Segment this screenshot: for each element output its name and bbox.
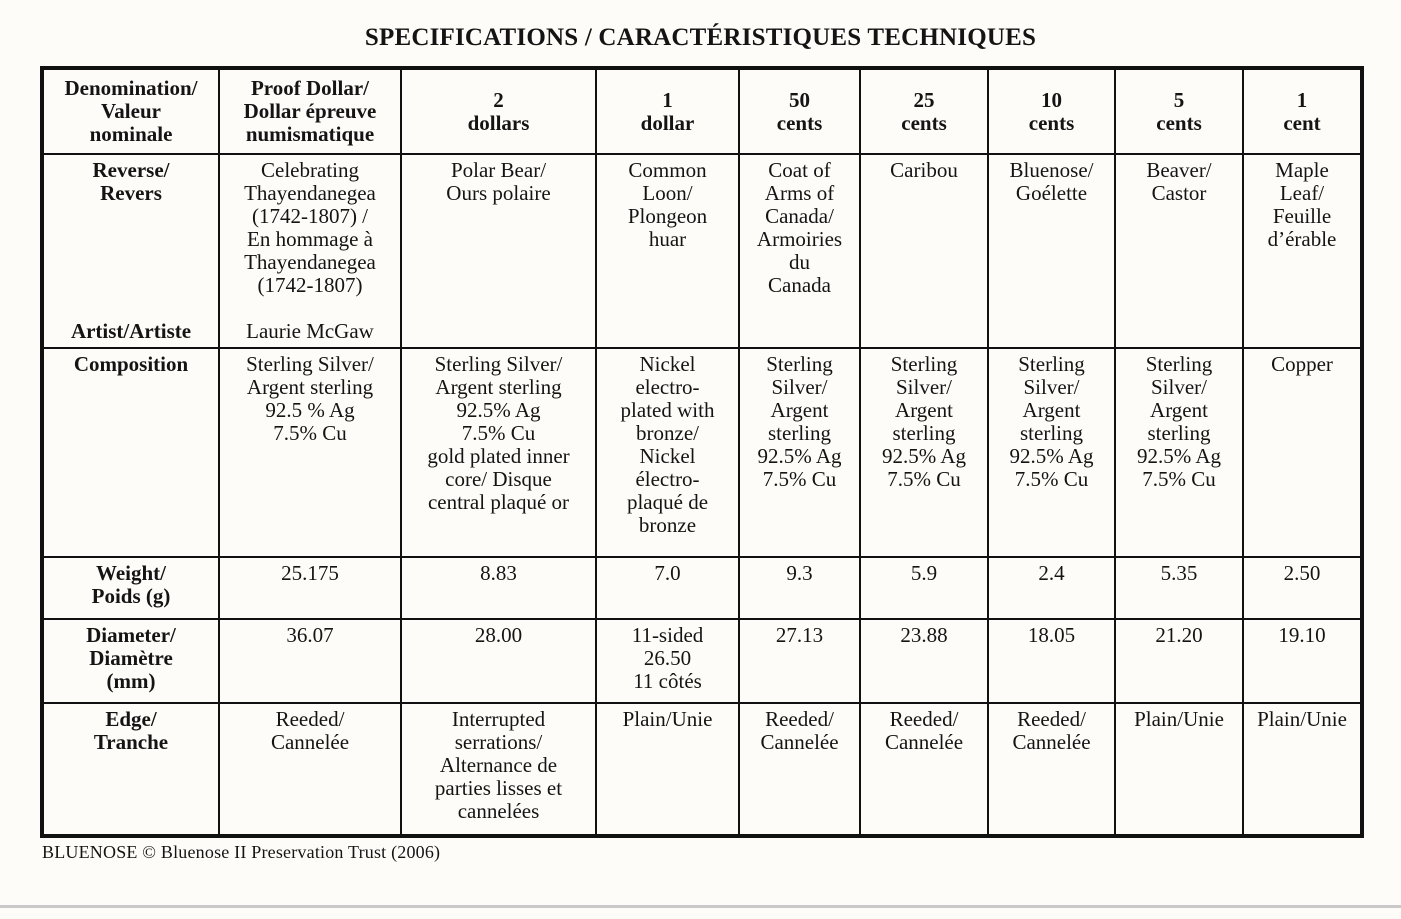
diameter-line: 11 côtés [633,669,702,693]
reverse-line: Armoiries [756,227,843,251]
denomination-line: numismatique [245,122,375,146]
denomination-line: dollars [467,110,530,135]
composition-line: Silver/ [1151,375,1207,399]
artist-row-header: Artist/Artiste [70,319,192,343]
reverse-cell [860,154,988,348]
composition-line: Sterling [1145,352,1213,376]
composition-cell [1115,348,1243,557]
denomination-line: 25 [913,87,935,112]
composition-line: sterling [768,421,831,445]
weight-head-line: Poids (g) [91,584,171,608]
reverse-cell [1115,154,1243,348]
composition-line: 7.5% Cu [461,421,536,445]
diameter-cell [1115,619,1243,703]
card-edge-divider [0,905,1401,908]
reverse-line: Canada [768,273,831,297]
edge-cell [988,703,1115,836]
denomination-line: cents [901,110,947,135]
reverse-line: Thayendanegea [244,250,376,274]
edge-cell [860,703,988,836]
denomination-head-line: nominale [89,122,173,146]
edge-line: serrations/ [454,730,543,754]
reverse-line: Coat of [768,158,831,182]
composition-line: 7.5% Cu [887,467,961,491]
specifications-table [40,66,1364,838]
edge-cell [1115,703,1243,836]
edge-line: Cannelée [884,730,964,754]
edge-line: Reeded/ [889,707,959,731]
denomination-line: 50 [789,87,810,112]
diameter-cell [401,619,596,703]
reverse-cell [219,154,401,348]
composition-line: Argent [1150,398,1208,422]
diameter-line: 26.50 [643,646,692,670]
denomination-head-line: Valeur [101,99,161,123]
weight-cell: 9.3 [739,557,860,619]
composition-line: Silver/ [771,375,828,399]
edge-head-line: Edge/ [105,707,157,731]
diameter-cell [739,619,860,703]
reverse-cell [401,154,596,348]
diameter-line: 11-sided [631,623,704,647]
composition-line: Sterling Silver/ [246,352,374,376]
reverse-cell [1243,154,1362,348]
denomination-head-line: Denomination/ [64,76,198,100]
reverse-line: Loon/ [642,181,693,205]
reverse-cell [988,154,1115,348]
edge-line: Reeded/ [765,707,834,731]
diameter-cell [988,619,1115,703]
denomination-line: 5 [1173,87,1185,112]
composition-cell [1243,348,1362,557]
diameter-cell [1243,619,1362,703]
diameter-cell [860,619,988,703]
denomination-cell [1115,68,1243,154]
composition-line: sterling [1147,421,1211,445]
reverse-head-line: Revers [100,181,162,205]
reverse-line: (1742-1807) / [251,204,369,228]
diameter-cell [219,619,401,703]
copyright-footer: BLUENOSE © Bluenose II Preservation Trust (2006) [42,842,441,862]
artist-name: Laurie McGaw [246,319,374,343]
composition-line: Nickel [639,444,696,468]
reverse-head-line: Reverse/ [92,158,170,182]
composition-line: Sterling [1018,352,1085,376]
weight-cell: 5.9 [860,557,988,619]
reverse-line: Beaver/ [1146,158,1212,182]
diameter-head-line: Diameter/ [86,623,176,647]
composition-line: Nickel [639,352,696,376]
composition-line: 7.5% Cu [273,421,347,445]
reverse-line: Common [628,158,707,182]
edge-line: Cannelée [760,730,839,754]
page-title: SPECIFICATIONS / CARACTÉRISTIQUES TECHNIQUES [364,24,1037,51]
denomination-cell [401,68,596,154]
reverse-row [42,154,1362,348]
composition-line: 92.5 % Ag [265,398,355,422]
diameter-line: 23.88 [900,623,948,647]
denomination-line: dollar [640,110,695,135]
reverse-row-header [42,154,219,348]
denomination-line: 1 [1296,87,1308,112]
composition-line: 92.5% Ag [1009,444,1094,468]
denomination-cell [739,68,860,154]
diameter-line: 28.00 [474,623,523,647]
diameter-line: 21.20 [1155,623,1203,647]
composition-line: sterling [1020,421,1083,445]
composition-line: Argent [1022,398,1081,422]
weight-cell: 7.0 [596,557,739,619]
composition-line: Argent sterling [246,375,374,399]
denomination-row [42,68,1362,154]
edge-line: Plain/Unie [622,707,713,731]
diameter-line: 36.07 [286,623,334,647]
composition-line: 92.5% Ag [757,444,842,468]
composition-line: Silver/ [896,375,952,399]
reverse-line: Canada/ [765,204,834,228]
composition-line: Argent [770,398,829,422]
reverse-line: (1742-1807) [257,273,363,297]
composition-line: 7.5% Cu [1142,467,1216,491]
edge-line: Cannelée [1012,730,1091,754]
composition-cell [596,348,739,557]
reverse-line: Feuille [1272,204,1332,228]
denomination-line: cent [1283,110,1321,135]
weight-cell: 8.83 [401,557,596,619]
denomination-cell [219,68,401,154]
diameter-head-line: Diamètre [89,646,173,670]
weight-row [42,557,1362,619]
composition-line: Argent [895,398,953,422]
denomination-row-header [42,68,219,154]
denomination-line: 2 [493,87,504,112]
denomination-line: Proof Dollar/ [250,76,369,100]
edge-cell [401,703,596,836]
weight-row-header [42,557,219,619]
reverse-cell [739,154,860,348]
reverse-line: Arms of [764,181,835,205]
composition-line: electro- [635,375,700,399]
reverse-line: Plongeon [627,204,708,228]
denomination-cell [988,68,1115,154]
diameter-cell [596,619,739,703]
edge-line: Reeded/ [1017,707,1086,731]
edge-head-line: Tranche [93,730,169,754]
composition-line: core/ Disque [445,467,552,491]
composition-cell [219,348,401,557]
reverse-line: Maple [1275,158,1329,182]
edge-line: parties lisses et [434,776,563,800]
denomination-line: 10 [1041,87,1062,112]
weight-cell: 2.4 [988,557,1115,619]
composition-line: 7.5% Cu [1014,467,1089,491]
reverse-line: Caribou [890,158,958,182]
diameter-line: 27.13 [775,623,824,647]
composition-line: central plaqué or [427,490,570,514]
composition-cell [739,348,860,557]
composition-line: 92.5% Ag [456,398,541,422]
reverse-line: Polar Bear/ [450,158,547,182]
reverse-line: du [789,250,810,274]
reverse-cell [596,154,739,348]
composition-line: Argent sterling [435,375,562,399]
reverse-line: Celebrating [261,158,359,182]
edge-line: Plain/Unie [1134,707,1224,731]
diameter-line: 18.05 [1027,623,1076,647]
edge-row-header [42,703,219,836]
reverse-line: Leaf/ [1279,181,1325,205]
denomination-cell [860,68,988,154]
edge-line: Cannelée [270,730,350,754]
reverse-line: En hommage à [247,227,373,251]
composition-cell [988,348,1115,557]
composition-line: Sterling Silver/ [434,352,563,376]
denomination-line: 1 [662,87,673,112]
denomination-line: cents [776,110,823,135]
denomination-line: cents [1156,110,1202,135]
edge-line: Reeded/ [275,707,345,731]
composition-line: plated with [620,398,715,422]
diameter-row [42,619,1362,703]
diameter-row-header [42,619,219,703]
composition-line: plaqué de [626,490,709,514]
composition-line: 92.5% Ag [882,444,966,468]
denomination-line: cents [1028,110,1075,135]
reverse-line: Goélette [1015,181,1088,205]
composition-line: gold plated inner [427,444,570,468]
composition-cell [401,348,596,557]
edge-line: cannelées [457,799,540,823]
denomination-cell [1243,68,1362,154]
edge-cell [739,703,860,836]
edge-cell [596,703,739,836]
edge-line: Alternance de [439,753,558,777]
composition-line: 92.5% Ag [1137,444,1221,468]
edge-row [42,703,1362,836]
reverse-line: Bluenose/ [1009,158,1094,182]
composition-line: Sterling [890,352,958,376]
edge-cell [1243,703,1362,836]
composition-line: bronze [638,513,697,537]
reverse-line: Castor [1151,181,1207,205]
composition-line: 7.5% Cu [762,467,837,491]
composition-row-header [42,348,219,557]
composition-line: Silver/ [1023,375,1080,399]
reverse-line: d’érable [1267,227,1337,251]
edge-cell [219,703,401,836]
weight-cell: 2.50 [1243,557,1362,619]
edge-line: Interrupted [451,707,546,731]
denomination-line: Dollar épreuve [243,99,377,123]
weight-cell: 25.175 [219,557,401,619]
weight-cell: 5.35 [1115,557,1243,619]
diameter-head-line: (mm) [106,669,156,693]
denomination-cell [596,68,739,154]
composition-line: bronze/ [636,421,699,445]
composition-line: électro- [635,467,700,491]
composition-line: sterling [892,421,956,445]
edge-line: Plain/Unie [1257,707,1347,731]
weight-head-line: Weight/ [95,561,166,585]
composition-row [42,348,1362,557]
composition-line: Copper [1271,352,1333,376]
reverse-line: Ours polaire [446,181,551,205]
composition-line: Sterling [766,352,833,376]
composition-cell [860,348,988,557]
diameter-line: 19.10 [1278,623,1326,647]
composition-head-line: Composition [73,352,189,376]
reverse-line: Thayendanegea [244,181,376,205]
reverse-line: huar [648,227,687,251]
